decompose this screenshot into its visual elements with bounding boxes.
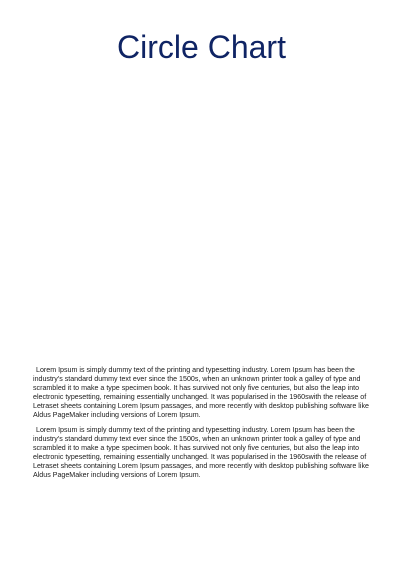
paragraph-1: Lorem Ipsum is simply dummy text of the printing and typesetting industry. Lorem Ipsum has been the industry's standard dummy text ever since the 1500s, when an unknown printer took a galley of type and scrambled it to make a type specimen book. It has survived not only five centuries, but also the leap into electronic typesetting, remaining essentially unchanged. It was popularised in the 1960swith the release of Letraset sheets containing Lorem Ipsum passages, and more recently with desktop publishing software like Aldus PageMaker including versions of Lorem Ipsum. bbox=[33, 366, 369, 420]
body-text bbox=[33, 366, 373, 485]
page-title: Circle Chart bbox=[117, 29, 286, 66]
paragraph-2: Lorem Ipsum is simply dummy text of the printing and typesetting industry. Lorem Ipsum has been the industry's standard dummy text ever since the 1500s, when an unknown printer took a galley of type and scrambled it to make a type specimen book. It has survived not only five centuries, but also the leap into electronic typesetting, remaining essentially unchanged. It was popularised in the 1960swith the release of Letraset sheets containing Lorem Ipsum passages, and more recently with desktop publishing software like Aldus PageMaker including versions of Lorem Ipsum. bbox=[33, 425, 369, 480]
chart-placeholder-area bbox=[33, 60, 369, 355]
